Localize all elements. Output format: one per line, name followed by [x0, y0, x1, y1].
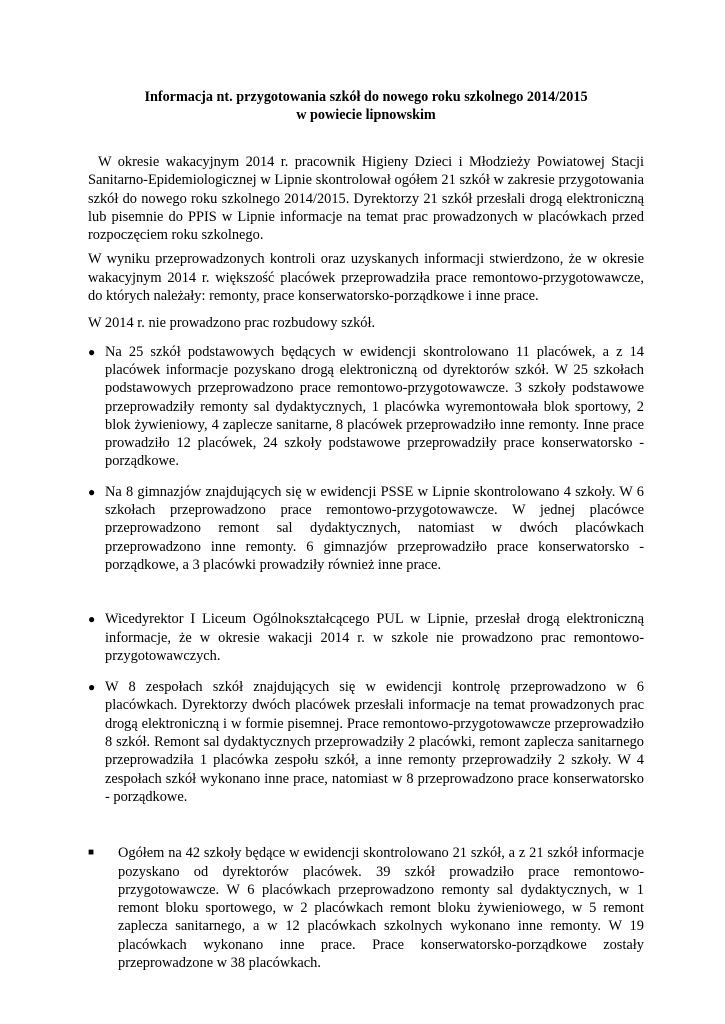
bullet-dot-icon: ●: [88, 484, 96, 499]
bullet-dot-icon: ●: [88, 612, 96, 627]
title-line-1: Informacja nt. przygotowania szkół do nowego roku szkolnego 2014/2015: [144, 89, 588, 105]
bullet-text: Wicedyrektor I Liceum Ogólnokształcącego PUL w Lipnie, przesłał drogą elektroniczną informacje, że w okresie wakacji 2014 r. w szkole nie prowadzono prac remontowo-przygotowawczych.: [105, 611, 644, 664]
list-item-gymnasiums: [88, 483, 644, 574]
bullet-text: W 8 zespołach szkół znajdujących się w ewidencji kontrolę przeprowadzono w 6 placówkach. Dyrektorzy dwóch placówek przesłali informacje na temat prowadzonych prac drogą elektroniczną i w formie pisemnej. Prace remontowo-przygotowawcze przeprowadziło 8 szkół. Remont sal dydaktycznych przeprowadziły 2 placówki, remont zaplecza sanitarnego przeprowadziła 1 placówka zespołu szkół, a inne remonty przeprowadziły 2 szkoły. W 4 zespołach szkół wykonano inne prace, natomiast w 8 przeprowadzono prace konserwatorsko - porządkowe.: [105, 679, 644, 805]
title-line-2: w powiecie lipnowskim: [296, 107, 436, 123]
list-item-summary: [88, 844, 644, 972]
bullet-dot-icon: ●: [88, 680, 96, 695]
bullet-dot-icon: ●: [88, 344, 96, 359]
list-item-primary-schools: [88, 343, 644, 471]
paragraph-findings: W wyniku przeprowadzonych kontroli oraz uzyskanych informacji stwierdzono, że w okresie wakacyjnym 2014 r. większość placówek przeprowadziła prace remontowo-przygotowawcze, do których należały: remonty, prace konserwatorsko-porządkowe i inne prace.: [88, 251, 644, 305]
bullet-text: Ogółem na 42 szkoły będące w ewidencji skontrolowano 21 szkół, a z 21 szkół informacje pozyskano od dyrektorów placówek. 39 szkół prowadziło prace remontowo-przygotowawcze. W 6 placówkach przeprowadzono remonty sal dydaktycznych, w 1 remont bloku sportowego, w 2 placówkach remont bloku żywieniowego, w 5 remont zaplecza sanitarnego, a w 12 placówkach szkolnych wykonano inne remonty. W 19 placówkach wykonano inne prace. Prace konserwatorsko-porządkowe zostały przeprowadzone w 38 placówkach.: [118, 845, 644, 971]
document-title: [88, 88, 644, 124]
bullet-text: Na 25 szkół podstawowych będących w ewidencji skontrolowano 11 placówek, a z 14 placówek informacje pozyskano drogą elektroniczną od dyrektorów szkół. W 25 szkołach podstawowych przeprowadzono prace remontowo-przygotowawcze. 3 szkoły podstawowe przeprowadziły remonty sal dydaktycznych, 1 placówka wyremontowała blok sportowy, 2 blok żywieniowy, 4 zaplecze sanitarne, 8 placówek przeprowadziło inne remonty. Inne prace prowadziło 12 placówek, 24 szkoły podstawowe przeprowadziły prace konserwatorsko - porządkowe.: [105, 343, 644, 470]
paragraph-expansion: W 2014 r. nie prowadzono prac rozbudowy szkół.: [88, 315, 376, 332]
list-item-high-school: [88, 610, 644, 665]
paragraph-intro: W okresie wakacyjnym 2014 r. pracownik Higieny Dzieci i Młodzieży Powiatowej Stacji Sanitarno-Epidemiologicznej w Lipnie skontrolował ogółem 21 szkół w zakresie przygotowania szkół do nowego roku szkolnego 2014/2015. Dyrektorzy 21 szkół przesłali drogą elektroniczną lub pisemnie do PPIS w Lipnie informacje na temat prac prowadzonych w placówkach przed rozpoczęciem roku szkolnego.: [88, 154, 644, 244]
bullet-square-icon: ■: [88, 847, 95, 859]
document-page: [88, 88, 644, 972]
bullet-text: Na 8 gimnazjów znajdujących się w ewidencji PSSE w Lipnie skontrolowano 4 szkoły. W 6 szkołach przeprowadzono prace remontowo-przygotowawcze. W jednej placówce przeprowadzono remont sal dydaktycznych, natomiast w dwóch placówkach przeprowadzono inne remonty. 6 gimnazjów przeprowadziło prace konserwatorsko - porządkowe, a 3 placówki prowadziły również inne prace.: [105, 483, 644, 573]
list-item-school-complexes: [88, 678, 644, 806]
